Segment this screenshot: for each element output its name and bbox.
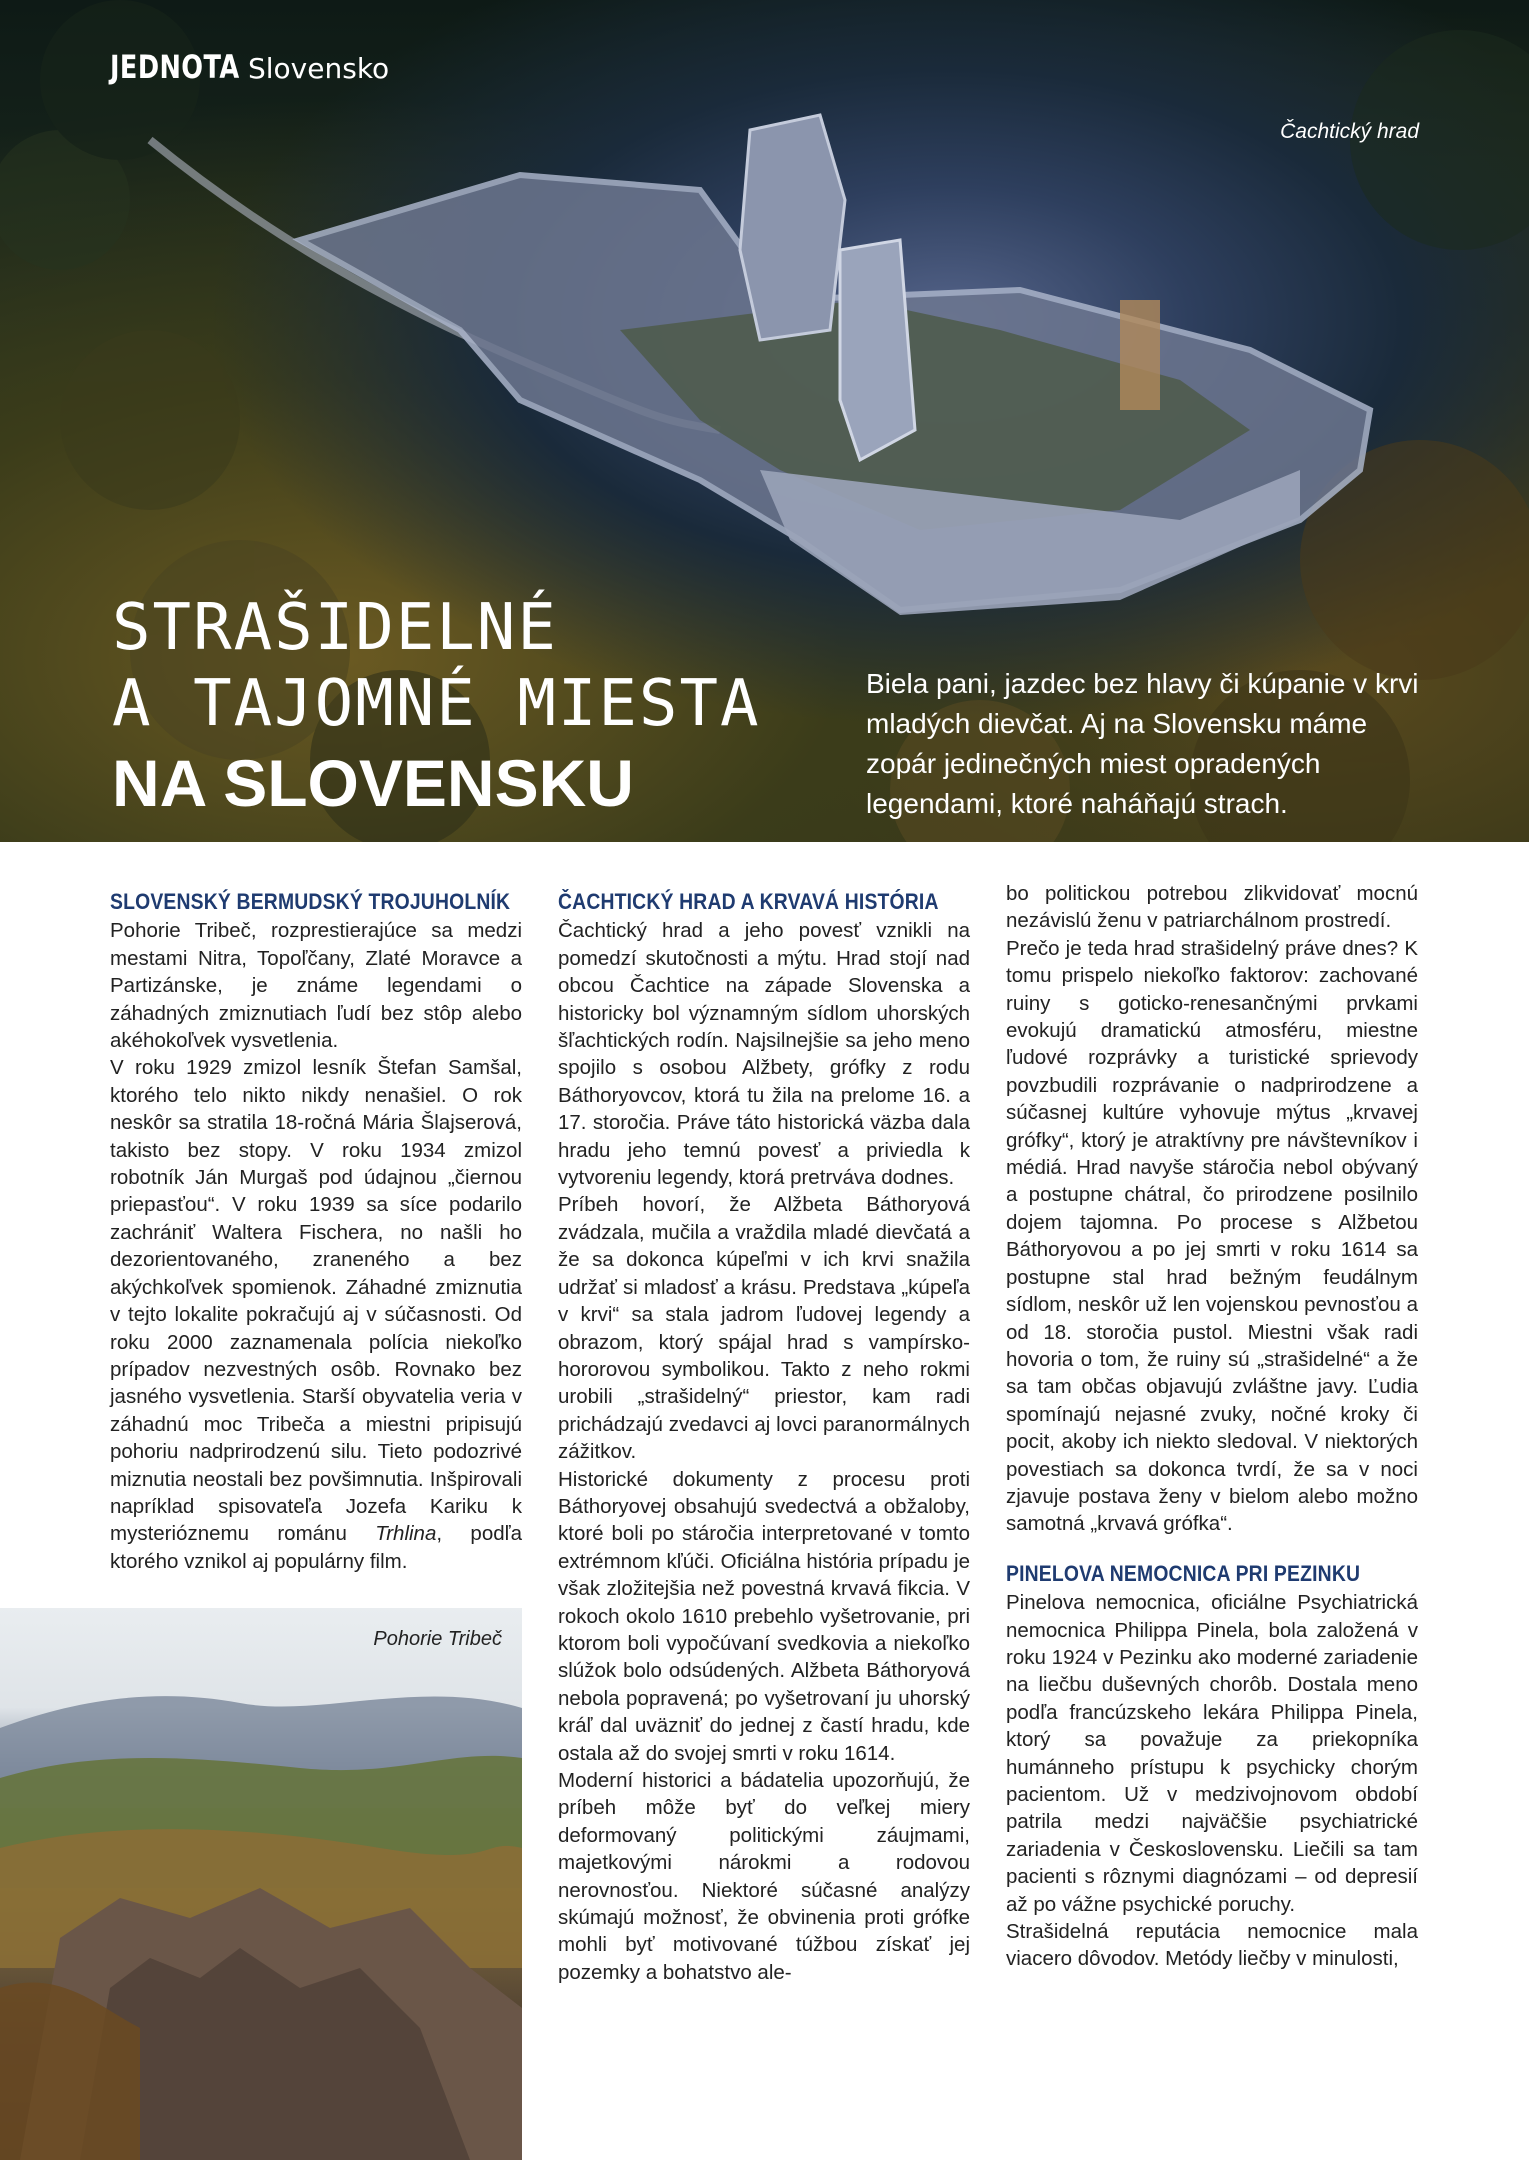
brand	[110, 48, 389, 86]
hero-image	[0, 0, 1529, 842]
paragraph: Pinelova nemocnica, oficiálne Psychiatrická nemocnica Philippa Pinela, bola založená v roku 1924 v Pezinku ako moderné zariadenie na liečbu duševných chorôb. Dostala meno podľa francúzskeho lekára Philippa Pinela, ktorý sa považuje za priekopníka humánneho prístupu k psychicky chorým pacientom. Už v medzivojnovom období patrila medzi najväčšie psychiatrické zariadenia v Československu. Liečili sa tam pacienti s rôznymi diagnózami – od depresií až po vážne psychické poruchy.	[1006, 1591, 1418, 1916]
hero-caption: Čachtický hrad	[1280, 120, 1419, 143]
title-line-2: A TAJOMNÉ MIESTA	[112, 667, 761, 741]
brand-name: JEDNOTA	[110, 48, 240, 86]
brand-section: Slovensko	[248, 52, 390, 85]
section-heading-pinel: PINELOVA NEMOCNICA PRI PEZINKU	[1006, 1560, 1361, 1586]
paragraph: Čachtický hrad a jeho povesť vznikli na pomedzí skutočnosti a mýtu. Hrad stojí nad obcou Čachtice na západe Slovenska a historicky bol významným sídlom uhorských šľachtických rodín. Najsilnejšie sa jeho meno spojilo s osobou Alžbety, grófky z rodu Báthoryovcov, ktorá tu žila na prelome 16. a 17. storočia. Práve táto historická väzba dala hradu jeho temnú povesť a priviedla k vytvoreniu legendy, ktorá pretrváva dodnes.	[558, 919, 970, 1190]
tribec-photo	[0, 1608, 522, 2160]
paragraph: Prečo je teda hrad strašidelný práve dnes? K tomu prispelo niekoľko faktorov: zachované ruiny s goticko-renesančnými prvkami evokujú dramatickú atmosféru, miestne ľudové rozprávky a turistické sprievody povzbudili rozprávanie o nadprirodzene a súčasnej kultúre vyhovuje mýtus „krvavej grófky“, ktorý je atraktívny pre návštevníkov i médiá. Hrad navyše stáročia nebol obývaný a postupne chátral, čo prirodzene posilnilo dojem tajomna. Po procese s Alžbetou Báthoryovou a po jej smrti v roku 1614 sa postupne stal hrad bežným feudálnym sídlom, neskôr už len vojenskou pevnosťou a od 18. storočia pustol. Miestni však radi hovoria o tom, že ruiny sú „strašidelné“ a že sa tam občas objavujú zvláštne javy. Ľudia spomínajú nejasné zvuky, nočné kroky či pocit, akoby ich niekto sledoval. V niektorých povestiach sa dokonca tvrdí, že sa v noci zjavuje postava ženy v bielom alebo možno samotná „krvavá grófka“.	[1006, 936, 1418, 1536]
paragraph: V roku 1929 zmizol lesník Štefan Samšal, ktorého telo nikto nikdy nenašiel. O rok neskôr sa stratila 18-ročná Mária Šlajserová, takisto bez stopy. V roku 1934 zmizol robotník Ján Murgaš pod údajnou „čiernou priepasťou“. V roku 1939 sa síce podarilo zachrániť Waltera Fischera, no našli ho dezorientovaného, zraneného a bez akýchkoľvek spomienok. Záhadné zmiznutia v tejto lokalite pokračujú aj v súčasnosti. Od roku 2000 zaznamenala polícia niekoľko prípadov nezvestných osôb. Rovnako bez jasného vysvetlenia. Starší obyvatelia veria v záhadnú moc Tribeča a miestni pripisujú pohoriu nadprirodzenú silu. Tieto podozrivé miznutia neostali bez povšimnutia. Inšpirovali napríklad spisovateľa Jozefa Kariku k mysterióznemu románu Trhlina, podľa ktorého vznikol aj populárny film.	[110, 1056, 522, 1573]
paragraph: Strašidelná reputácia nemocnice mala viacero dôvodov. Metódy liečby v minulosti,	[1006, 1920, 1418, 1971]
lede: Biela pani, jazdec bez hlavy či kúpanie v krvi mladých dievčat. Aj na Slovensku máme zopár jedinečných miest opradených legendami, ktoré naháňajú strach.	[866, 668, 1419, 819]
paragraph: Historické dokumenty z procesu proti Báthoryovej obsahujú svedectvá a obžaloby, ktoré boli po stáročia interpretované v tomto extrémnom kľúči. Oficiálna história prípadu je však zložitejšia než povestná krvavá fikcia. V rokoch okolo 1610 prebehlo vyšetrovanie, pri ktorom boli vypočúvaní svedkovia a niekoľko slúžok bolo odsúdených. Alžbeta Báthoryová nebola popravená; po vyšetrovaní ju uhorský kráľ dal uväzniť do jednej z častí hradu, kde ostala až do svojej smrti v roku 1614.	[558, 1467, 970, 1765]
book-title: Trhlina	[375, 1522, 437, 1546]
paragraph: bo politickou potrebou zlikvidovať mocnú nezávislú ženu v patriarchálnom prostredí.	[1006, 882, 1418, 933]
paragraph: Pohorie Tribeč, rozprestierajúce sa medzi mestami Nitra, Topoľčany, Zlaté Moravce a Partizánske, je známe legendami o záhadných zmiznutiach ľudí bez stôp alebo akéhokoľvek vysvetlenia.	[110, 919, 522, 1053]
title-line-3: NA SLOVENSKU	[112, 746, 634, 820]
column-2	[558, 888, 970, 1986]
page-title	[112, 590, 761, 820]
paragraph: Moderní historici a bádatelia upozorňujú, že príbeh môže byť do veľkej miery deformovaný politickými záujmami, majetkovými nárokmi a rodovou nerovnosťou. Niektoré súčasné analýzy skúmajú možnosť, že obvinenia proti grófke mohli byť motivované túžbou získať jej pozemky a bohatstvo ale-	[558, 1769, 970, 1984]
paragraph: Príbeh hovorí, že Alžbeta Báthoryová zvádzala, mučila a vraždila mladé dievčatá a že sa dokonca kúpeľmi v ich krvi snažila udržať si mladosť a krásu. Predstava „kúpeľa v krvi“ sa stala jadrom ľudovej legendy a obrazom, ktorý spájal hrad s vampírsko-hororovou symbolikou. Takto z neho rokmi urobili „strašidelný“ priestor, kam radi prichádzajú zvedavci aj lovci paranormálnych zážitkov.	[558, 1193, 970, 1464]
mountain-illustration	[0, 1608, 522, 2160]
title-line-1: STRAŠIDELNÉ	[112, 591, 558, 665]
column-1	[110, 888, 522, 1575]
photo-caption: Pohorie Tribeč	[373, 1628, 502, 1650]
section-heading-bermuda: SLOVENSKÝ BERMUDSKÝ TROJUHOLNÍK	[110, 889, 511, 914]
section-heading-cachtice: ČACHTICKÝ HRAD A KRVAVÁ HISTÓRIA	[558, 889, 939, 914]
column-3	[1006, 880, 1418, 1973]
